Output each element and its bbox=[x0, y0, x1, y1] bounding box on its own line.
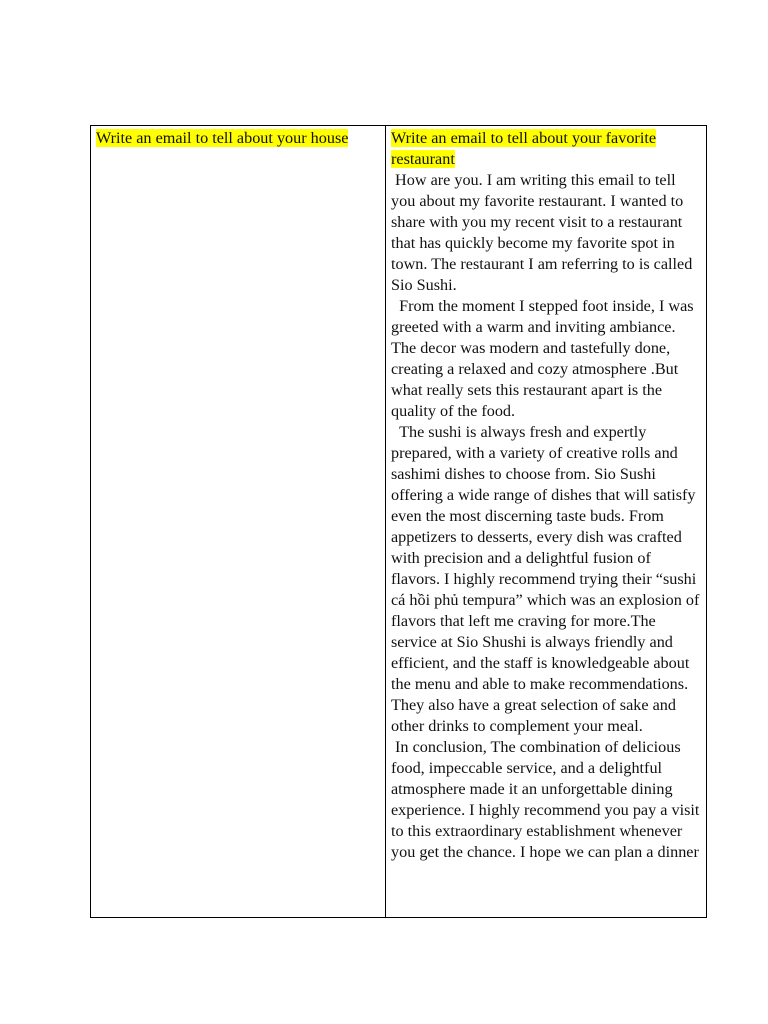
table-cell-right bbox=[386, 126, 706, 917]
paragraph-ambiance: From the moment I stepped foot inside, I was greeted with a warm and inviting ambiance. The decor was modern and tastefully done, creating a relaxed and cozy atmosphere .But what really sets this restaurant apart is the quality of the food. bbox=[391, 297, 698, 420]
right-heading bbox=[391, 128, 702, 170]
left-heading-text: Write an email to tell about your house bbox=[96, 129, 349, 147]
two-column-table bbox=[90, 125, 707, 918]
right-heading-text: Write an email to tell about your favorite restaurant bbox=[391, 129, 656, 168]
paragraph-intro: How are you. I am writing this email to tell you about my favorite restaurant. I wanted to share with you my recent visit to a restaurant that has quickly become my favorite spot in town. The restaurant I am referring to is called Sio Sushi. bbox=[391, 171, 697, 294]
left-heading bbox=[96, 128, 385, 149]
table-cell-left bbox=[91, 126, 386, 917]
paragraph-conclusion: In conclusion, The combination of delicious food, impeccable service, and a delightful atmosphere made it an unforgettable dining experience. I highly recommend you pay a visit to this extraordinary establishment whenever you get the chance. I hope we can plan a dinner bbox=[391, 738, 704, 861]
paragraph-food-service: The sushi is always fresh and expertly prepared, with a variety of creative rolls and sashimi dishes to choose from. Sio Sushi offering a wide range of dishes that will satisfy even the most discerning taste buds. From appetizers to desserts, every dish was crafted with precision and a delightful fusion of flavors. I highly recommend trying their “sushi cá hồi phủ tempura” which was an explosion of flavors that left me craving for more.The service at Sio Shushi is always friendly and efficient, and the staff is knowledgeable about the menu and able to make recommendations. They also have a great selection of sake and other drinks to complement your meal. bbox=[391, 423, 704, 735]
